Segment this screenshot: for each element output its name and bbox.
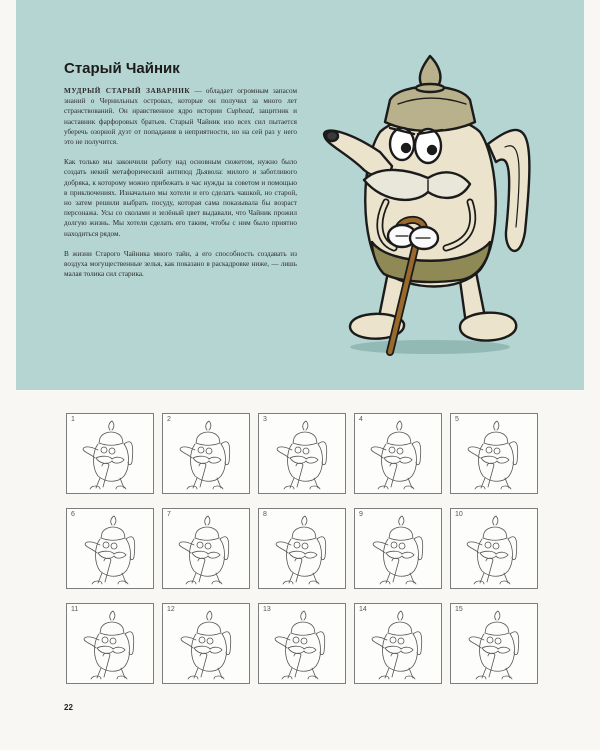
storyboard-frame <box>162 508 250 589</box>
storyboard-frame <box>354 508 442 589</box>
storyboard-sketch <box>355 604 443 685</box>
storyboard-frame <box>450 603 538 684</box>
page-number: 22 <box>64 703 73 712</box>
paragraph-1 <box>64 86 297 147</box>
page-title: Старый Чайник <box>64 60 180 77</box>
storyboard-frame <box>162 413 250 494</box>
storyboard-frame <box>66 603 154 684</box>
paragraph-1-part2: , защитник и наставник фарфоровых братьев. Старый Чайник изо всех сил пытается уберечь озорной дуэт от попадания в неприятности, но на сей раз у него это не получится. <box>64 107 297 147</box>
old-teapot-illustration <box>320 52 540 362</box>
storyboard-sketch <box>259 414 347 495</box>
storyboard-sketch <box>451 604 539 685</box>
storyboard-frame-number: 5 <box>455 416 459 423</box>
storyboard-frame-number: 13 <box>263 606 271 613</box>
storyboard-frame <box>450 413 538 494</box>
storyboard-frame-number: 1 <box>71 416 75 423</box>
storyboard-frame-number: 11 <box>71 606 79 613</box>
paragraph-1-lead: МУДРЫЙ СТАРЫЙ ЗАВАРНИК <box>64 87 191 95</box>
storyboard-frame <box>66 508 154 589</box>
paragraph-1-part1: — обладает огромным запасом знаний о Чернильных островах, которые он получил за много лет странствований. Он нравственное ядро истории <box>64 87 297 116</box>
storyboard-frame <box>258 413 346 494</box>
storyboard-frame-number: 15 <box>455 606 463 613</box>
storyboard-frame <box>258 603 346 684</box>
storyboard-frame-number: 12 <box>167 606 175 613</box>
storyboard-frame-number: 3 <box>263 416 267 423</box>
storyboard-frame <box>354 603 442 684</box>
storyboard-frame-number: 4 <box>359 416 363 423</box>
storyboard-frame-number: 8 <box>263 511 267 518</box>
storyboard-sketch <box>451 414 539 495</box>
storyboard-frame-number: 14 <box>359 606 367 613</box>
storyboard-grid <box>66 413 538 679</box>
storyboard-sketch <box>355 509 443 590</box>
storyboard-frame <box>66 413 154 494</box>
body-text-column <box>64 86 297 289</box>
storyboard-frame-number: 7 <box>167 511 171 518</box>
storyboard-sketch <box>259 509 347 590</box>
storyboard-sketch <box>67 509 155 590</box>
storyboard-sketch <box>163 604 251 685</box>
storyboard-frame <box>450 508 538 589</box>
storyboard-sketch <box>163 414 251 495</box>
storyboard-frame-number: 2 <box>167 416 171 423</box>
paragraph-3: В жизни Старого Чайника много тайн, а его способность создавать из воздуха могущественные зелья, как показано в раскадровке ниже, — лишь малая толика сил старика. <box>64 249 297 279</box>
storyboard-frame-number: 10 <box>455 511 463 518</box>
storyboard-sketch <box>259 604 347 685</box>
storyboard-frame-number: 6 <box>71 511 75 518</box>
storyboard-frame <box>354 413 442 494</box>
storyboard-sketch <box>451 509 539 590</box>
paragraph-1-italic: Cuphead <box>226 107 253 116</box>
storyboard-sketch <box>163 509 251 590</box>
storyboard-frame <box>162 603 250 684</box>
storyboard-frame <box>258 508 346 589</box>
paragraph-2: Как только мы закончили работу над основным сюжетом, нужно было создать некий метафорический антипод Дьявола: милого и заботливого добряка, к которому можно прибежать в час нужды за советом и помощью в приключениях. Изначально мы хотели и его сделать чашкой, но старой, но затем решили выбрать посуду, которая сама показывала бы возраст персонажа. Усы со сколами и зелёный цвет выдавали, что Чайник прожил долгую жизнь. Мы хотели сделать его таким, чтобы с ним было приятно находиться рядом. <box>64 158 297 238</box>
storyboard-sketch <box>67 604 155 685</box>
storyboard-sketch <box>355 414 443 495</box>
storyboard-frame-number: 9 <box>359 511 363 518</box>
storyboard-sketch <box>67 414 155 495</box>
